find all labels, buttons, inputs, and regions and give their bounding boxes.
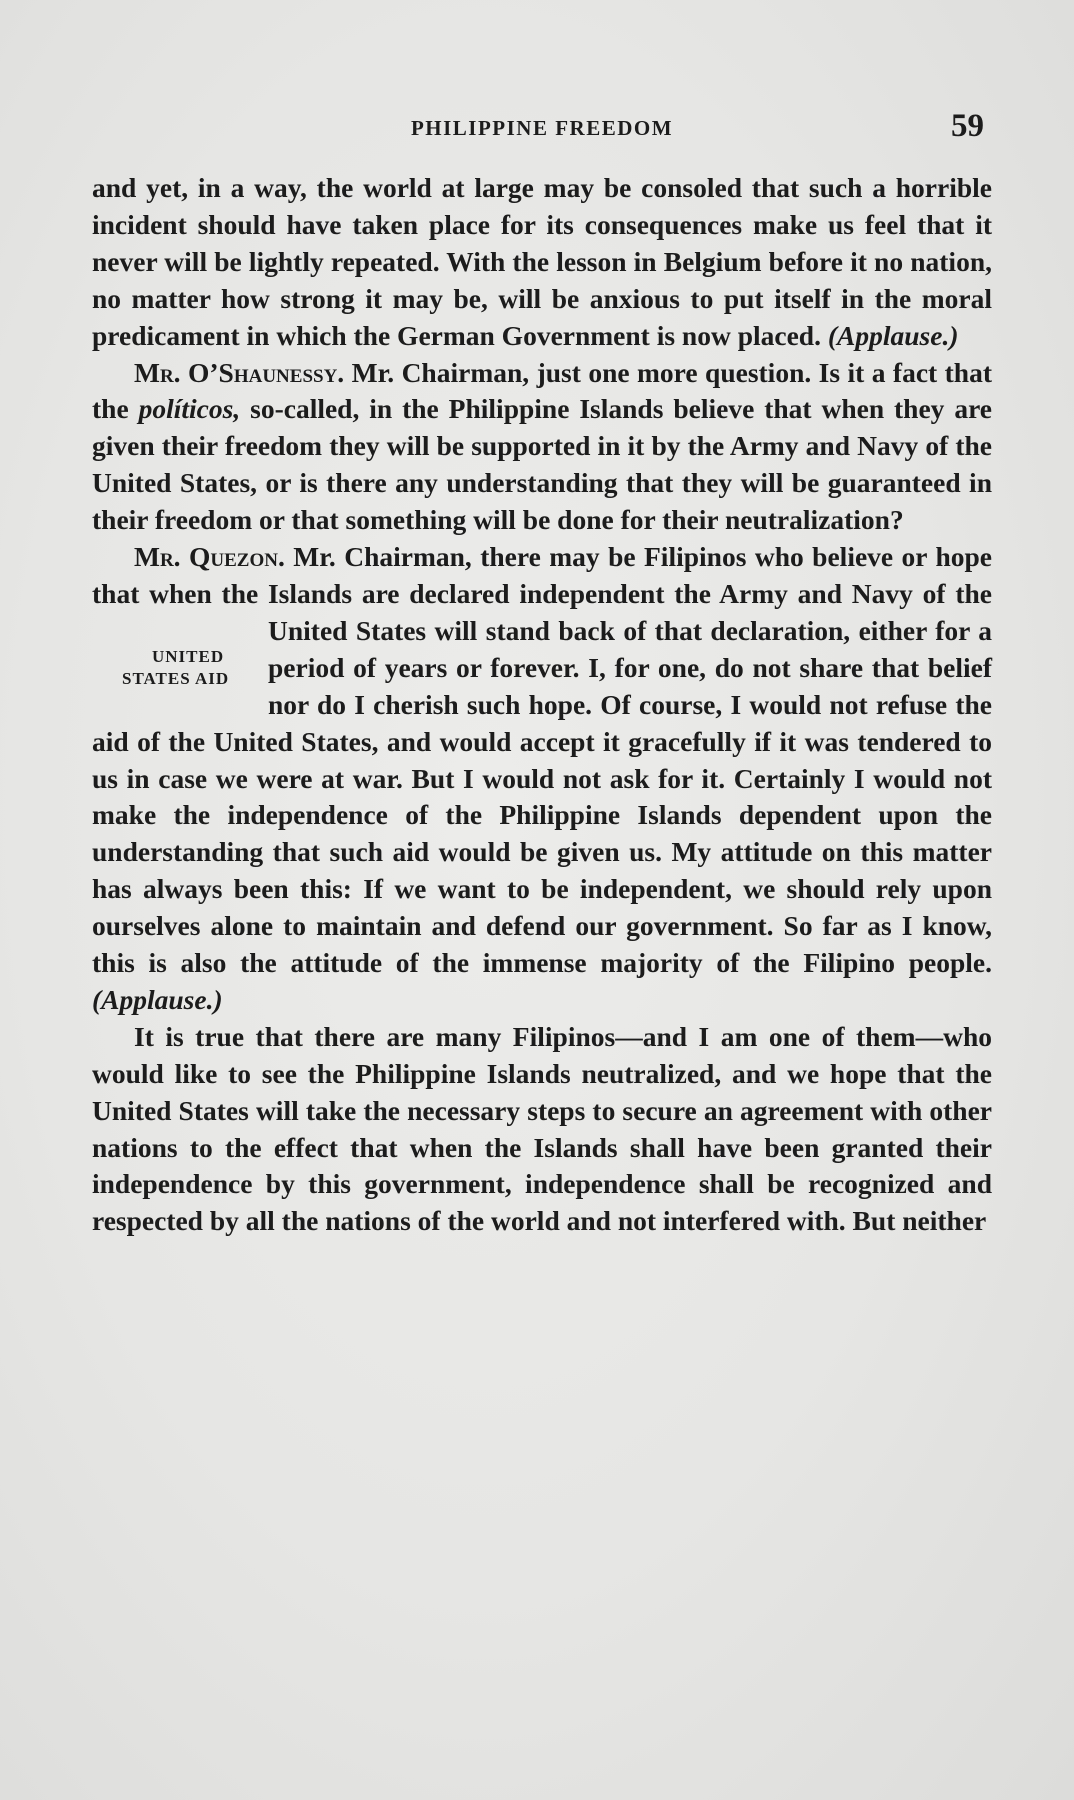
paragraph-2 bbox=[92, 355, 992, 540]
speaker-name: Mr. O’Shaunessy. bbox=[134, 356, 345, 388]
paragraph-4 bbox=[92, 1019, 992, 1240]
italic-term: políticos, bbox=[138, 393, 241, 425]
paragraph-2-text-a: Mr. Chairman, just one more question. Is it a fact that the bbox=[92, 356, 992, 425]
speaker-name: Mr. Quezon. bbox=[134, 541, 285, 573]
page-number: 59 bbox=[951, 108, 984, 144]
paragraph-4-text: It is true that there are many Filipinos—and I am one of them—who would like to see the Philippine Islands neutralized, and we hope that the United States will take the necessary steps to secure an agreement with other nations to the effect that when the Islands shall have been granted their independence by this government, independence shall be recognized and respected by all the nations of the world and not interfered with. But neither bbox=[92, 1020, 992, 1237]
sidenote-line-2: STATES AID bbox=[122, 668, 230, 688]
running-title: PHILIPPINE FREEDOM bbox=[410, 116, 674, 140]
paragraph-3 bbox=[92, 539, 992, 1019]
paragraph-2-text-b: so-called, in the Philippine Islands believe that when they are given their freedom they will be supported in it by the Army and Navy of the United States, or is there any understanding that they will be guaranteed in their freedom or that something will be done for their neutralization? bbox=[92, 393, 993, 536]
margin-sidenote bbox=[50, 613, 268, 713]
paragraph-1 bbox=[92, 170, 992, 355]
paragraph-3-text-a: Mr. Chairman, there may be Filipinos who believe or hope that when the Islands are declared independent the Army and Navy of the United States will stand bbox=[92, 541, 992, 646]
sidenote-line-1: UNITED bbox=[152, 646, 225, 666]
applause-note: (Applause.) bbox=[827, 319, 959, 351]
paragraph-1-text: and yet, in a way, the world at large may be consoled that such a horrible incident should have taken place for its consequences make us feel that it never will be lightly repeated. With the lesson in Belgium before it no nation, no matter how strong it may be, will be anxious to put itself in the moral predicament in which the German Government is now placed. bbox=[92, 172, 992, 351]
applause-note: (Applause.) bbox=[92, 983, 223, 1015]
paragraph-3-text-b: back of that declaration, either for a period of years or forever. I, for one, do not share that belief nor do I cherish such hope. Of course, I would not refuse the aid of the United States, and would accept it gracefully if it was tendered to us in case we were at war. But I would not ask for it. Certainly I would not make the independence of the Philippine Islands dependent upon the understanding that such aid would be given us. My attitude on this matter has always been this: If we want to be independent, we should rely upon ourselves alone to maintain and defend our government. So far as I know, this is also the attitude of the immense majority of the Filipino people. bbox=[92, 614, 992, 979]
body-text bbox=[92, 170, 992, 1240]
page-header bbox=[92, 108, 992, 158]
